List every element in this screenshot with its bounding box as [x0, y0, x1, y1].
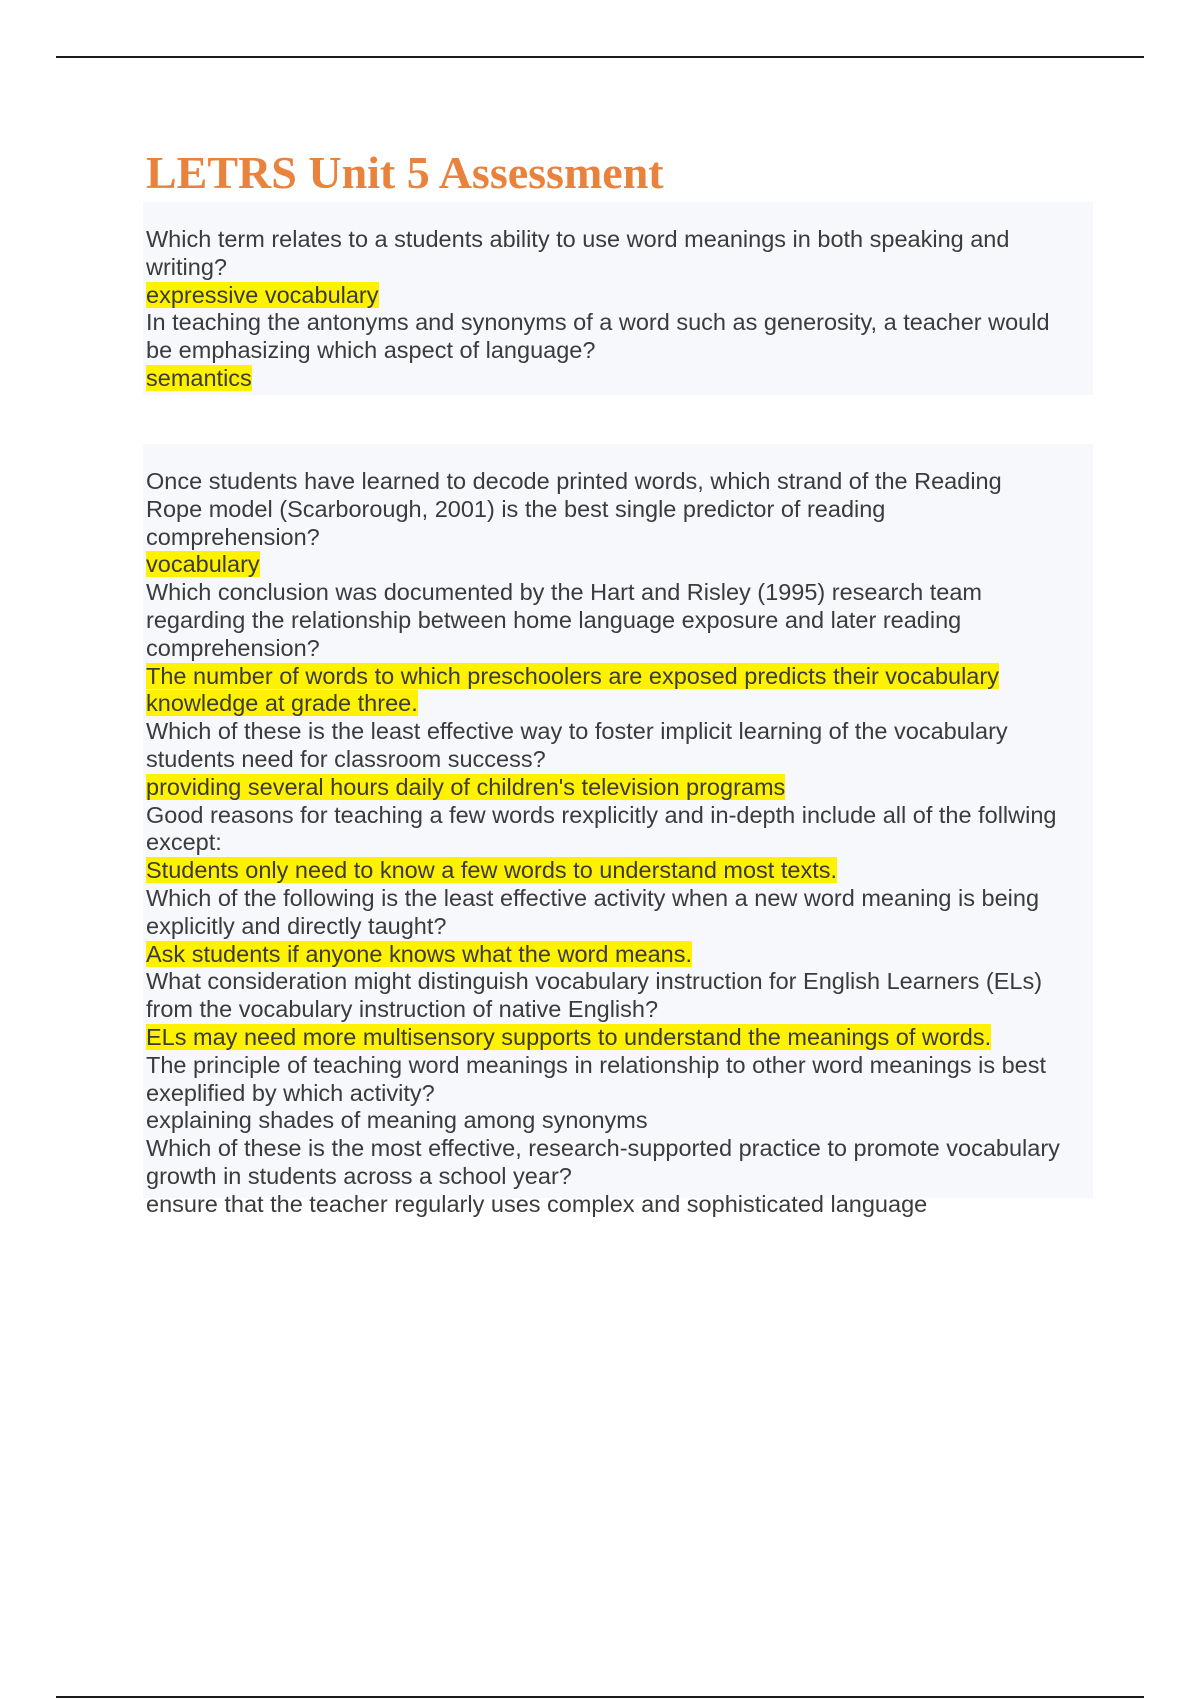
line-text: exeplified by which activity? [146, 1079, 435, 1106]
text-line [146, 885, 1093, 913]
text-line [146, 254, 1093, 282]
text-line [146, 913, 1093, 941]
line-text: ensure that the teacher regularly uses complex and sophisticated language [146, 1190, 928, 1217]
line-text: be emphasizing which aspect of language? [146, 337, 596, 364]
text-line [146, 579, 1093, 607]
text-line [146, 309, 1093, 337]
line-text: Which of these is the least effective way to foster implicit learning of the vocabulary [146, 718, 1008, 745]
answer-line [146, 365, 1093, 393]
text-line [146, 802, 1093, 830]
text-line [146, 746, 1093, 774]
top-rule [56, 56, 1144, 58]
answer-line [146, 551, 1093, 579]
line-text: from the vocabulary instruction of native English? [146, 996, 659, 1023]
highlighted-answer: Students only need to know a few words to understand most texts. [146, 857, 838, 884]
text-line [146, 968, 1093, 996]
qa-block-1 [143, 202, 1093, 395]
highlighted-answer: ELs may need more multisensory supports to understand the meanings of words. [146, 1023, 992, 1050]
line-text: comprehension? [146, 523, 320, 550]
line-text: Which of these is the most effective, research-supported practice to promote vocabulary [146, 1135, 1060, 1162]
bottom-rule [56, 1696, 1144, 1698]
highlighted-answer: vocabulary [146, 551, 260, 578]
answer-line [146, 857, 1093, 885]
text-line [146, 829, 1093, 857]
line-text: The principle of teaching word meanings in relationship to other word meanings is best [146, 1051, 1047, 1078]
line-text: Once students have learned to decode printed words, which strand of the Reading [146, 468, 1002, 494]
text-line [146, 468, 1093, 496]
line-text: except: [146, 829, 222, 856]
line-text: Which of the following is the least effective activity when a new word meaning is being [146, 884, 1040, 911]
answer-line [146, 774, 1093, 802]
answer-line [146, 941, 1093, 969]
text-line [146, 607, 1093, 635]
highlighted-answer: The number of words to which preschoolers are exposed predicts their vocabulary [146, 662, 999, 689]
line-text: writing? [146, 253, 227, 280]
text-line [146, 718, 1093, 746]
page-title: LETRS Unit 5 Assessment [146, 147, 664, 198]
line-text: Rope model (Scarborough, 2001) is the best single predictor of reading [146, 495, 886, 522]
line-text: students need for classroom success? [146, 745, 546, 772]
text-line [146, 496, 1093, 524]
text-line [146, 996, 1093, 1024]
text-line [146, 1163, 1093, 1191]
text-line [146, 1107, 1093, 1135]
line-text: explicitly and directly taught? [146, 912, 447, 939]
qa-block-2 [143, 444, 1093, 1217]
answer-line [146, 282, 1093, 310]
highlighted-answer: expressive vocabulary [146, 281, 379, 308]
highlighted-answer: Ask students if anyone knows what the word means. [146, 940, 693, 967]
answer-line [146, 663, 1093, 691]
text-line [146, 1052, 1093, 1080]
line-text: Which conclusion was documented by the Hart and Risley (1995) research team [146, 579, 982, 606]
line-text: explaining shades of meaning among synonyms [146, 1107, 648, 1134]
highlighted-answer: providing several hours daily of children's television programs [146, 773, 786, 800]
answer-line [146, 1024, 1093, 1052]
text-line [146, 1191, 1093, 1219]
line-text: Good reasons for teaching a few words rexplicitly and in-depth include all of the follwing [146, 801, 1057, 828]
text-line [146, 1080, 1093, 1108]
line-text: comprehension? [146, 634, 320, 661]
text-line [146, 524, 1093, 552]
text-line [146, 635, 1093, 663]
line-text: What consideration might distinguish vocabulary instruction for English Learners (ELs) [146, 968, 1043, 995]
line-text: In teaching the antonyms and synonyms of a word such as generosity, a teacher would [146, 309, 1050, 336]
line-text: Which term relates to a students ability to use word meanings in both speaking and [146, 226, 1010, 252]
highlighted-answer: semantics [146, 364, 252, 391]
text-line [146, 337, 1093, 365]
text-line [146, 1135, 1093, 1163]
highlighted-answer: knowledge at grade three. [146, 690, 418, 717]
line-text: regarding the relationship between home language exposure and later reading [146, 606, 962, 633]
answer-line [146, 690, 1093, 718]
line-text: growth in students across a school year? [146, 1162, 572, 1189]
text-line [146, 226, 1093, 254]
